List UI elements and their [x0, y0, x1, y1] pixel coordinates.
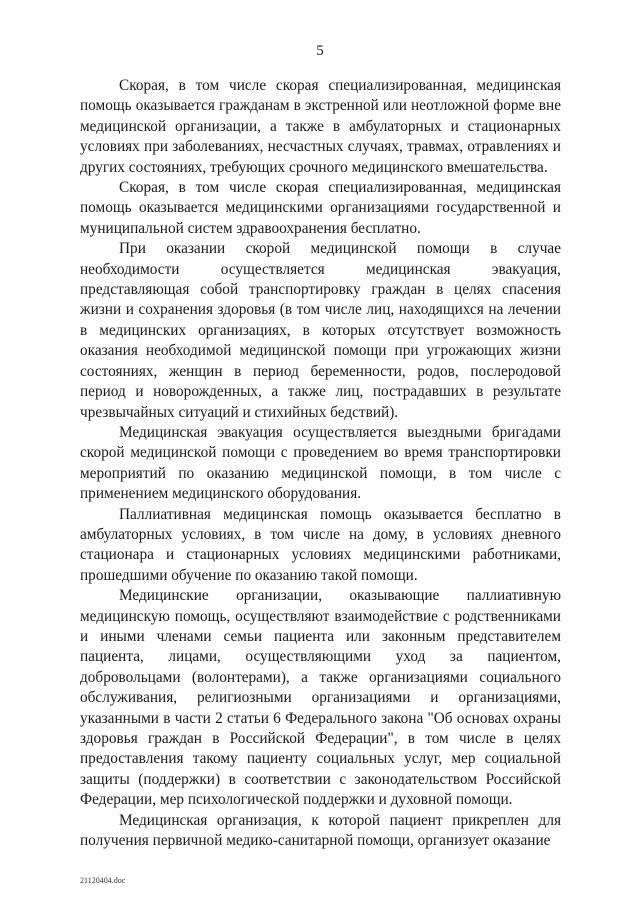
paragraph: При оказании скорой медицинской помощи в случае необходимости осуществляется медицинская эвакуация, представляющая собой транспортировку граждан в целях спасения жизни и сохранения здоровья (в том числе лиц, находящихся на лечении в медицинских организациях, в которых отсутствует возможность оказания необходимой медицинской помощи при угрожающих жизни состояниях, женщин в период беременности, родов, послеродовой период и новорожденных, а также лиц, пострадавших в результате чрезвычайных ситуаций и стихийных бедствий).: [80, 240, 561, 421]
paragraph: Паллиативная медицинская помощь оказывается бесплатно в амбулаторных условиях, в том числе на дому, в условиях дневного стационара и стационарных условиях медицинскими работниками, прошедшими обучение по оказанию такой помощи.: [80, 505, 561, 584]
paragraph: Скорая, в том числе скорая специализированная, медицинская помощь оказывается медицинскими организациями государственной и муниципальной систем здравоохранения бесплатно.: [80, 179, 561, 237]
paragraph: Скорая, в том числе скорая специализированная, медицинская помощь оказывается гражданам в экстренной или неотложной форме вне медицинской организации, а также в амбулаторных и стационарных условиях при заболеваниях, несчастных случаях, травмах, отравлениях и других состояниях, требующих срочного медицинского вмешательства.: [80, 77, 561, 176]
body-text: [80, 76, 561, 851]
page-number: 5: [316, 43, 324, 59]
footer-file-code: 21120404.doc: [80, 876, 126, 885]
paragraph: Медицинская эвакуация осуществляется выездными бригадами скорой медицинской помощи с проведением во время транспортировки мероприятий по оказанию медицинской помощи, в том числе с применением медицинского оборудования.: [80, 423, 561, 503]
paragraph: Медицинская организация, к которой пациент прикреплен для получения первичной медико-санитарной помощи, организует оказание: [80, 811, 561, 850]
paragraph: Медицинские организации, оказывающие паллиативную медицинскую помощь, осуществляют взаимодействие с родственниками и иными членами семьи пациента или законным представителем пациента, лицами, осуществляющими уход за пациентом, добровольцами (волонтерами), а также организациями социального обслуживания, религиозными организациями и организациями, указанными в части 2 статьи 6 Федерального закона "Об основах охраны здоровья граждан в Российской Федерации", в том числе в целях предоставления такому пациенту социальных услуг, мер социальной защиты (поддержки) в соответствии с законодательством Российской Федерации, мер психологической поддержки и духовной помощи.: [80, 587, 561, 809]
